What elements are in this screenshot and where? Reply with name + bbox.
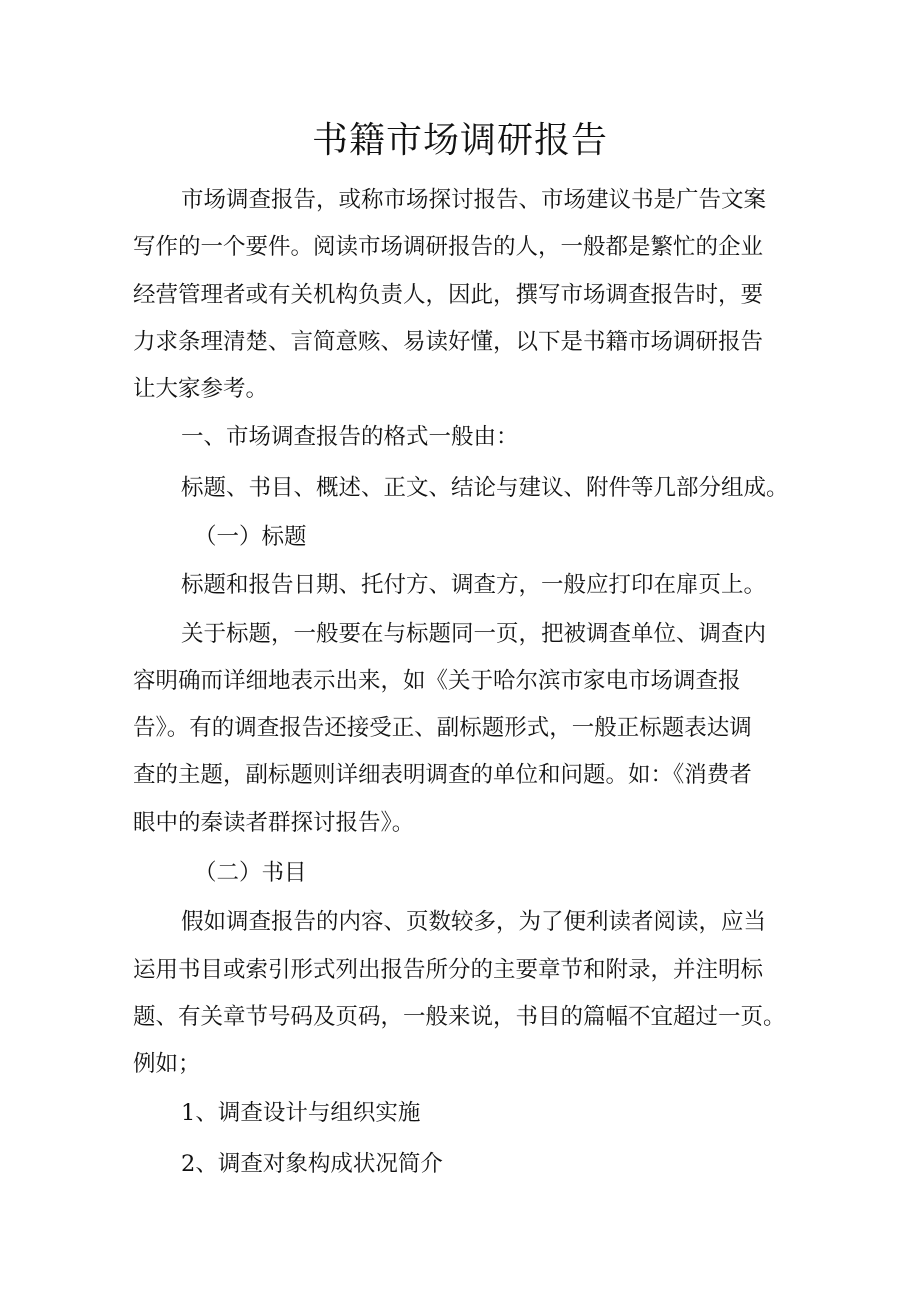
paragraph-line: 告》。有的调查报告还接受正、副标题形式，一般正标题表达调	[133, 715, 752, 741]
paragraph-line: 标题、书目、概述、正文、结论与建议、附件等几部分组成。	[181, 475, 789, 501]
paragraph-line: 力求条理清楚、言简意赅、易读好懂，以下是书籍市场调研报告	[133, 329, 764, 355]
paragraph-line: 假如调查报告的内容、页数较多，为了便利读者阅读，应当	[181, 909, 767, 935]
subsection-heading: （二）书目	[194, 860, 307, 886]
paragraph-line: 关于标题，一般要在与标题同一页，把被调查单位、调查内	[181, 621, 767, 647]
list-item: 2、调查对象构成状况简介	[181, 1151, 443, 1177]
paragraph-line: 市场调查报告，或称市场探讨报告、市场建议书是广告文案	[181, 187, 767, 213]
paragraph-line: 让大家参考。	[133, 376, 269, 402]
paragraph-line: 经营管理者或有关机构负责人，因此，撰写市场调查报告时，要	[133, 282, 764, 308]
paragraph-line: 例如；	[133, 1051, 201, 1077]
paragraph-line: 写作的一个要件。阅读市场调研报告的人，一般都是繁忙的企业	[133, 234, 764, 260]
list-item: 1、调查设计与组织实施	[181, 1100, 421, 1126]
paragraph-line: 眼中的秦读者群探讨报告》。	[133, 810, 415, 836]
paragraph-line: 运用书目或索引形式列出报告所分的主要章节和附录，并注明标	[133, 957, 764, 983]
page-title: 书籍市场调研报告	[311, 120, 608, 161]
section-heading: 一、市场调查报告的格式一般由：	[181, 424, 519, 450]
paragraph-line: 容明确而详细地表示出来，如《关于哈尔滨市家电市场调查报	[133, 668, 741, 694]
subsection-heading: （一）标题	[194, 524, 307, 550]
paragraph-line: 标题和报告日期、托付方、调查方，一般应打印在扉页上。	[181, 572, 767, 598]
paragraph-line: 题、有关章节号码及页码，一般来说，书目的篇幅不宜超过一页。	[133, 1004, 786, 1030]
paragraph-line: 查的主题，副标题则详细表明调查的单位和问题。如：《消费者	[133, 762, 752, 788]
